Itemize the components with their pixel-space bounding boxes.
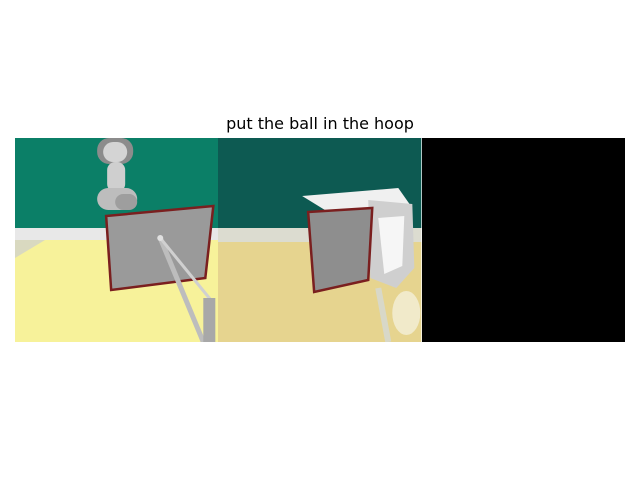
pole-base [203,298,215,342]
panel-simulation [15,138,218,342]
hoop-mount [157,235,163,241]
figure-title: put the ball in the hoop [226,114,414,133]
panel-generated [218,138,421,342]
empty-frame [422,138,625,342]
black-fill [422,138,625,342]
backboard [308,208,372,292]
image-strip [15,138,625,342]
panel-empty [422,138,625,342]
generated-scene [218,138,421,342]
backboard [106,206,213,290]
simulation-scene [15,138,218,342]
glare [393,291,421,335]
